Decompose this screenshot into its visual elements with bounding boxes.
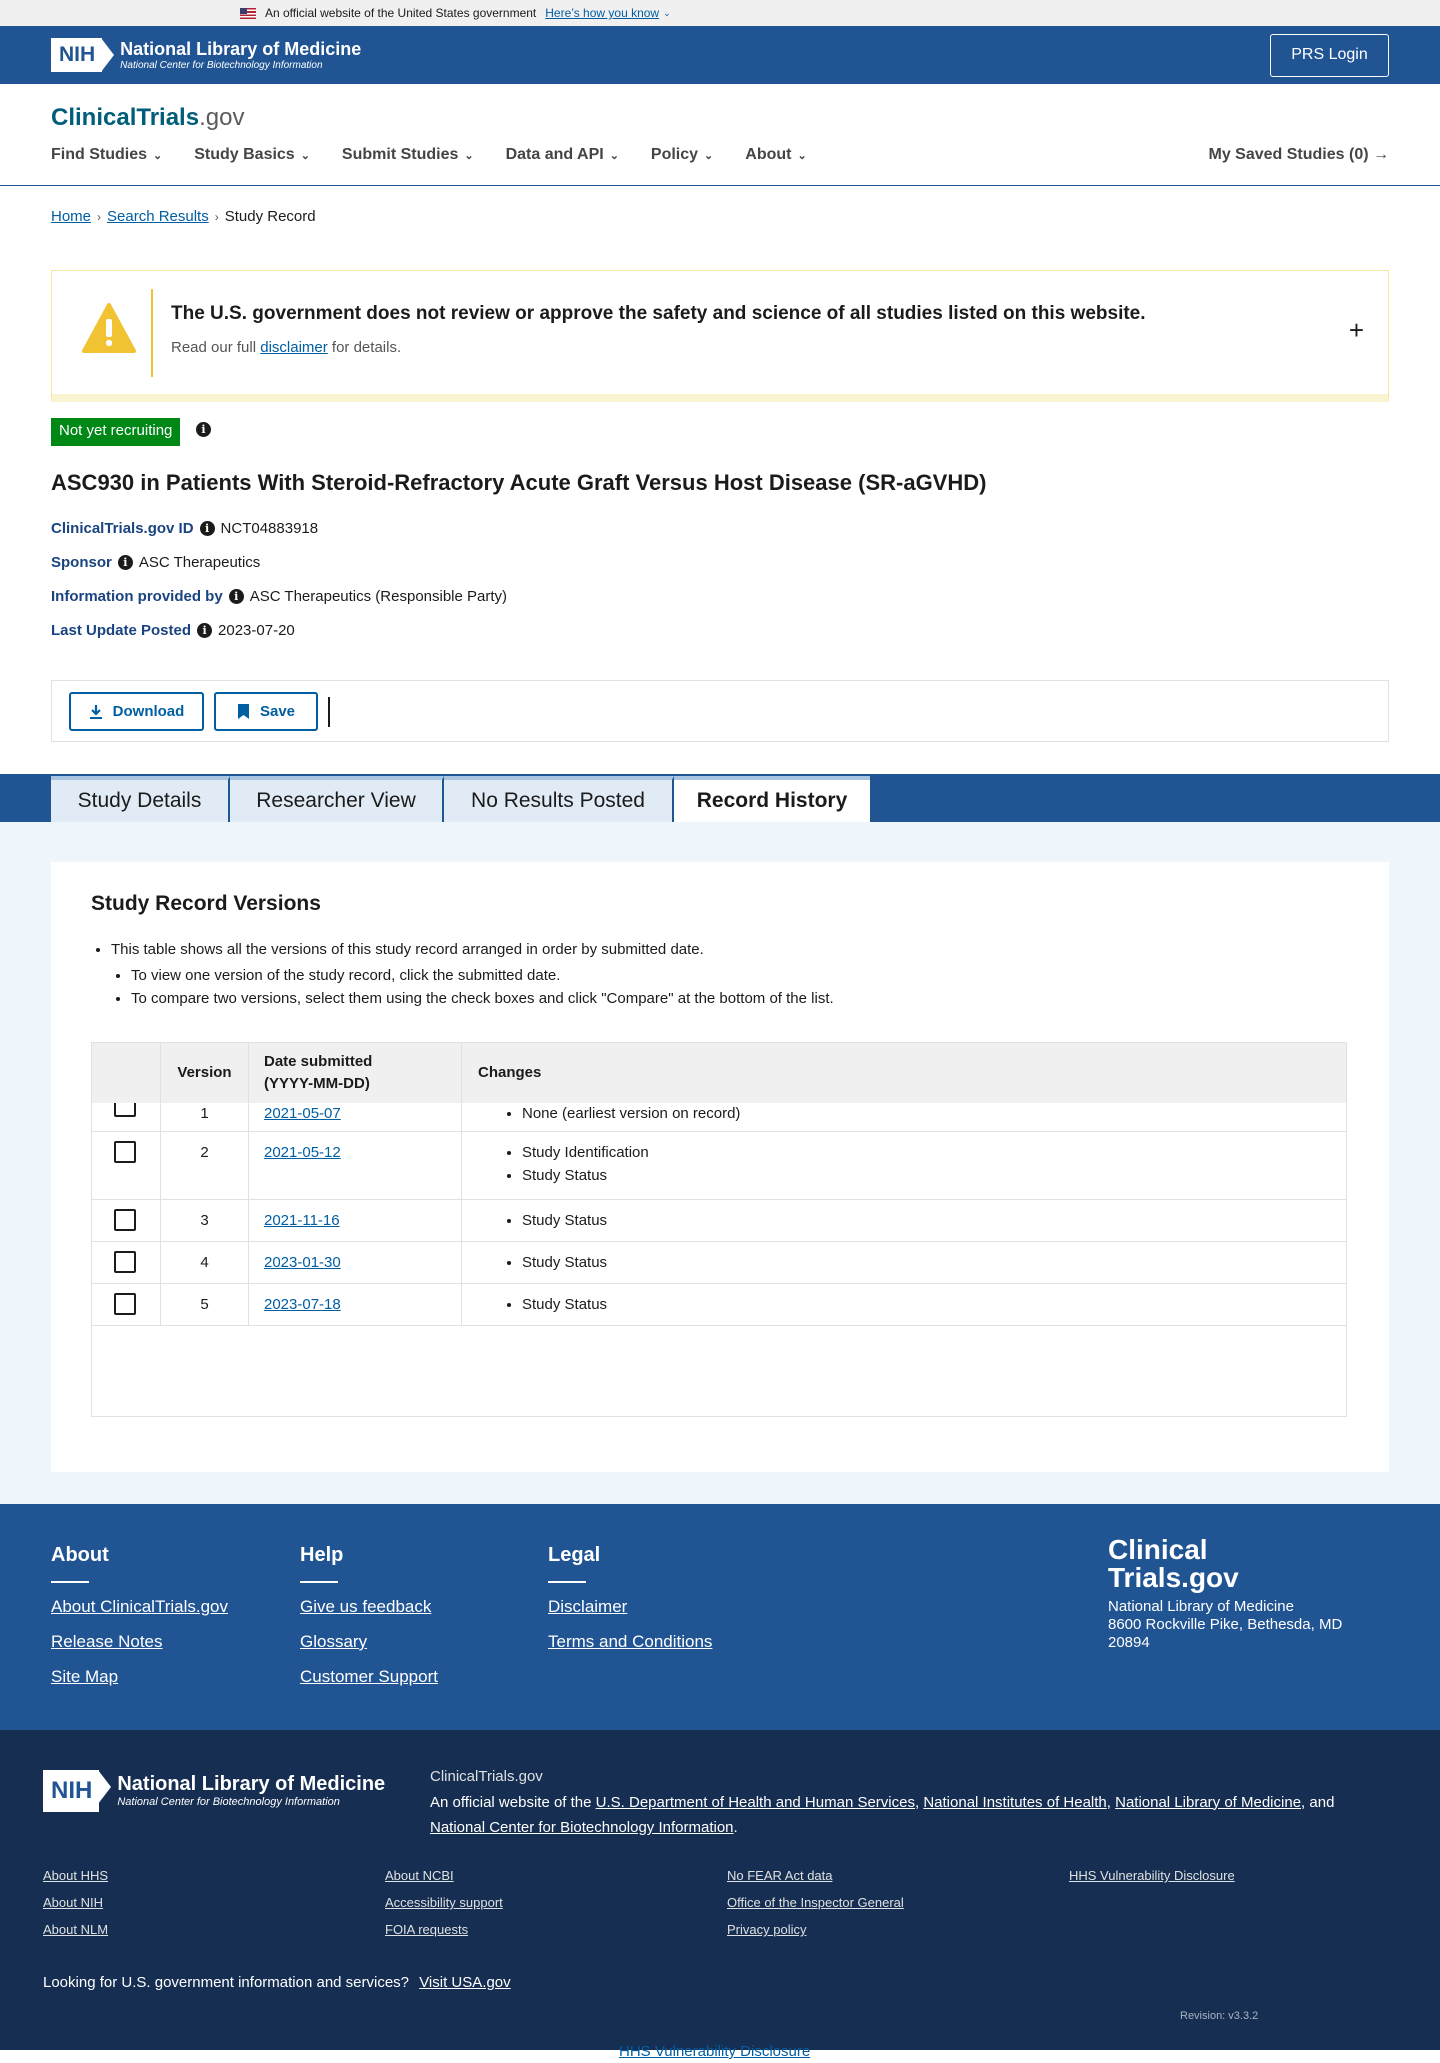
footer-link[interactable]: Terms and Conditions (548, 1632, 713, 1651)
version-date-link[interactable]: 2023-07-18 (264, 1296, 341, 1313)
nav-policy[interactable]: Policy ⌄ (650, 146, 714, 163)
change-item: • Study Status (522, 1212, 607, 1229)
footer-legal: Legal Disclaimer Terms and Conditions (548, 1544, 713, 1651)
change-item: • None (earliest version on record) (522, 1105, 740, 1122)
actions-toolbar (51, 680, 1389, 742)
table-header (92, 1043, 1346, 1103)
ncbi-link[interactable]: National Center for Biotechnology Information (430, 1819, 734, 1836)
info-icon[interactable]: i (229, 589, 244, 604)
download-icon (89, 704, 103, 720)
footer-link[interactable]: About HHS (43, 1868, 109, 1883)
hhs-vulnerability-disclosure-link[interactable]: HHS Vulnerability Disclosure (619, 2043, 811, 2060)
footer-link[interactable]: Customer Support (300, 1667, 438, 1686)
intro-sub-bullet: • To view one version of the study record, click the submitted date. (131, 967, 834, 984)
footer-link[interactable]: Release Notes (51, 1632, 163, 1651)
hhs-link[interactable]: U.S. Department of Health and Human Services (595, 1793, 915, 1811)
nav-submit-studies[interactable]: Submit Studies ⌄ (341, 146, 474, 163)
version-checkbox[interactable] (114, 1251, 136, 1273)
meta-last-update-posted: Last Update Posted i 2023-07-20 (51, 622, 295, 639)
footer-link[interactable]: Glossary (300, 1632, 368, 1651)
header-changes: Changes (478, 1064, 542, 1082)
meta-nct-id: ClinicalTrials.gov ID i NCT04883918 (51, 520, 319, 537)
header-date-submitted: Date submitted (YYYY-MM-DD) (249, 1043, 462, 1103)
disclaimer-link[interactable]: disclaimer (260, 339, 328, 356)
chevron-down-icon: ⌄ (300, 149, 310, 162)
chevron-down-icon: ⌄ (153, 149, 163, 162)
header-version: Version (161, 1043, 249, 1103)
footer-links-col-1 (43, 1868, 108, 1949)
chevron-down-icon: ⌄ (797, 149, 807, 162)
official-website-text: ClinicalTrials.gov An official website of the U.S. Department of Health and Human Services, National Institutes of Health, National Library of Medicine, and National Center for Biotechnology Information. (430, 1768, 1335, 1836)
meta-sponsor: Sponsor i ASC Therapeutics (51, 554, 261, 571)
nlm-title: National Library of Medicine (120, 38, 362, 59)
nih-logo-icon: NIH (43, 1770, 99, 1812)
clinicaltrials-logo[interactable]: ClinicalTrials.gov (51, 104, 245, 131)
footer-help: Help Give us feedback Glossary Customer Support (300, 1544, 438, 1686)
footer-link[interactable]: Privacy policy (727, 1922, 807, 1937)
footer-links-col-4 (1069, 1868, 1235, 1895)
change-item: • Study Status (522, 1167, 649, 1184)
footer-link[interactable]: Accessibility support (385, 1895, 503, 1910)
visit-usa-gov-link[interactable]: Visit USA.gov (419, 1974, 511, 1991)
breadcrumb (51, 208, 316, 225)
footer-link[interactable]: Site Map (51, 1667, 119, 1686)
footer-link[interactable]: FOIA requests (385, 1922, 469, 1937)
tab-record-history[interactable]: Record History (674, 776, 870, 822)
study-record-versions-card (51, 862, 1389, 1472)
heres-how-you-know-link[interactable]: Here’s how you know (545, 6, 660, 20)
warning-icon (82, 303, 136, 353)
table-row (92, 1103, 1346, 1132)
footer-links-col-3 (727, 1868, 904, 1949)
version-checkbox[interactable] (114, 1209, 136, 1231)
nlm-link[interactable]: National Library of Medicine (1115, 1793, 1302, 1811)
save-button[interactable]: Save (214, 692, 318, 731)
footer-link[interactable]: About NIH (43, 1895, 103, 1910)
version-number: 1 (161, 1103, 249, 1131)
info-icon[interactable]: i (118, 555, 133, 570)
expand-plus-icon[interactable]: + (1348, 315, 1364, 345)
us-flag-icon (240, 8, 256, 19)
version-checkbox[interactable] (114, 1141, 136, 1163)
breadcrumb-current: Study Record (224, 208, 316, 225)
info-icon[interactable]: i (196, 422, 211, 437)
nav-about[interactable]: About ⌄ (745, 146, 807, 163)
version-number: 3 (161, 1200, 249, 1241)
site-footer (0, 1504, 1440, 1730)
site-header (0, 84, 1440, 186)
breadcrumb-search-results[interactable]: Search Results (107, 208, 209, 225)
table-row (92, 1284, 1346, 1326)
disclaimer-text: Read our full disclaimer for details. (171, 339, 402, 356)
footer-link[interactable]: About NCBI (385, 1868, 454, 1883)
versions-sub-list (131, 967, 834, 1013)
footer-links-col-2 (385, 1868, 503, 1949)
chevron-down-icon: ⌄ (609, 149, 619, 162)
version-date-link[interactable]: 2023-01-30 (264, 1254, 341, 1271)
gov-banner (0, 0, 1440, 26)
breadcrumb-home[interactable]: Home (51, 208, 92, 225)
nlm-bar (0, 26, 1440, 84)
alert-divider (151, 289, 153, 377)
nlm-subtitle: National Center for Biotechnology Information (120, 59, 323, 71)
footer-link[interactable]: About ClinicalTrials.gov (51, 1597, 228, 1616)
study-title: ASC930 in Patients With Steroid-Refractory Acute Graft Versus Host Disease (SR-aGVHD) (51, 470, 987, 495)
footer-link[interactable]: Office of the Inspector General (727, 1895, 904, 1910)
gov-banner-text: An official website of the United States government (265, 6, 537, 20)
chevron-down-icon: ⌄ (704, 149, 714, 162)
versions-intro-list (111, 941, 704, 964)
header-select (92, 1043, 161, 1103)
disclaimer-title: The U.S. government does not review or approve the safety and science of all studies listed on this website. (171, 303, 1146, 324)
change-item: • Study Identification (522, 1144, 649, 1161)
meta-information-provided-by: Information provided by i ASC Therapeutics (Responsible Party) (51, 588, 508, 605)
nav-find-studies[interactable]: Find Studies ⌄ (51, 146, 163, 163)
versions-table (91, 1042, 1347, 1417)
footer-link[interactable]: No FEAR Act data (727, 1868, 833, 1883)
version-checkbox[interactable] (114, 1293, 136, 1315)
footer-about: About About ClinicalTrials.gov Release Notes Site Map (51, 1544, 228, 1686)
nlm-footer-logo[interactable]: NIH National Library of Medicine National Center for Biotechnology Information (43, 1770, 385, 1812)
versions-heading: Study Record Versions (91, 892, 321, 915)
footer-brand: Clinical Trials.gov National Library of Medicine 8600 Rockville Pike, Bethesda, MD 20894 (1108, 1534, 1343, 1651)
download-button[interactable]: Download (69, 692, 204, 731)
tab-researcher-view[interactable]: Researcher View (230, 776, 444, 822)
chevron-right-icon: › (97, 209, 102, 224)
nih-link[interactable]: National Institutes of Health (923, 1793, 1107, 1811)
toolbar-divider (328, 697, 330, 727)
main-nav (51, 146, 807, 164)
footer-link[interactable]: HHS Vulnerability Disclosure (1069, 1868, 1235, 1883)
version-date-link[interactable]: 2021-11-16 (264, 1212, 340, 1229)
prs-login-button[interactable]: PRS Login (1270, 34, 1389, 77)
nlm-footer (0, 1730, 1440, 2050)
record-history-section (0, 822, 1440, 1504)
version-number: 4 (161, 1242, 249, 1283)
version-number: 2 (161, 1132, 249, 1199)
bookmark-icon (237, 703, 250, 720)
intro-sub-bullet: • To compare two versions, select them using the check boxes and click "Compare" at the bottom of the list. (131, 990, 834, 1007)
table-row (92, 1242, 1346, 1284)
chevron-down-icon: ⌄ (663, 7, 671, 18)
footer-link[interactable]: Give us feedback (300, 1597, 432, 1616)
version-date-link[interactable]: 2021-05-12 (264, 1144, 341, 1161)
version-date-link[interactable]: 2021-05-07 (264, 1105, 341, 1122)
status-badge: Not yet recruiting (51, 418, 180, 446)
revision-text: Revision: v3.3.2 (1180, 2010, 1259, 2022)
change-item: • Study Status (522, 1254, 607, 1271)
nlm-logo[interactable] (51, 38, 361, 72)
table-row (92, 1132, 1346, 1200)
intro-bullet: • This table shows all the versions of this study record arranged in order by submitted date. (111, 941, 704, 958)
my-saved-studies-link[interactable]: My Saved Studies (0) → (1208, 146, 1389, 163)
tab-study-details[interactable]: Study Details (51, 776, 230, 822)
footer-link[interactable]: About NLM (43, 1922, 109, 1937)
info-icon[interactable]: i (200, 521, 215, 536)
version-number: 5 (161, 1284, 249, 1325)
info-icon[interactable]: i (197, 623, 212, 638)
tab-no-results-posted[interactable]: No Results Posted (444, 776, 674, 822)
arrow-right-icon: → (1373, 146, 1389, 163)
nav-data-and-api[interactable]: Data and API ⌄ (505, 146, 619, 163)
table-row (92, 1200, 1346, 1242)
tabs-bar (0, 774, 1440, 822)
nav-study-basics[interactable]: Study Basics ⌄ (194, 146, 310, 163)
version-checkbox[interactable] (114, 1103, 136, 1117)
footer-link[interactable]: Disclaimer (548, 1597, 628, 1616)
chevron-down-icon: ⌄ (464, 149, 474, 162)
change-item: • Study Status (522, 1296, 607, 1313)
chevron-right-icon: › (214, 209, 219, 224)
nih-logo-icon: NIH (51, 38, 102, 72)
disclaimer-alert (51, 270, 1389, 402)
usa-gov-text: Looking for U.S. government information and services? Visit USA.gov (43, 1974, 511, 1991)
